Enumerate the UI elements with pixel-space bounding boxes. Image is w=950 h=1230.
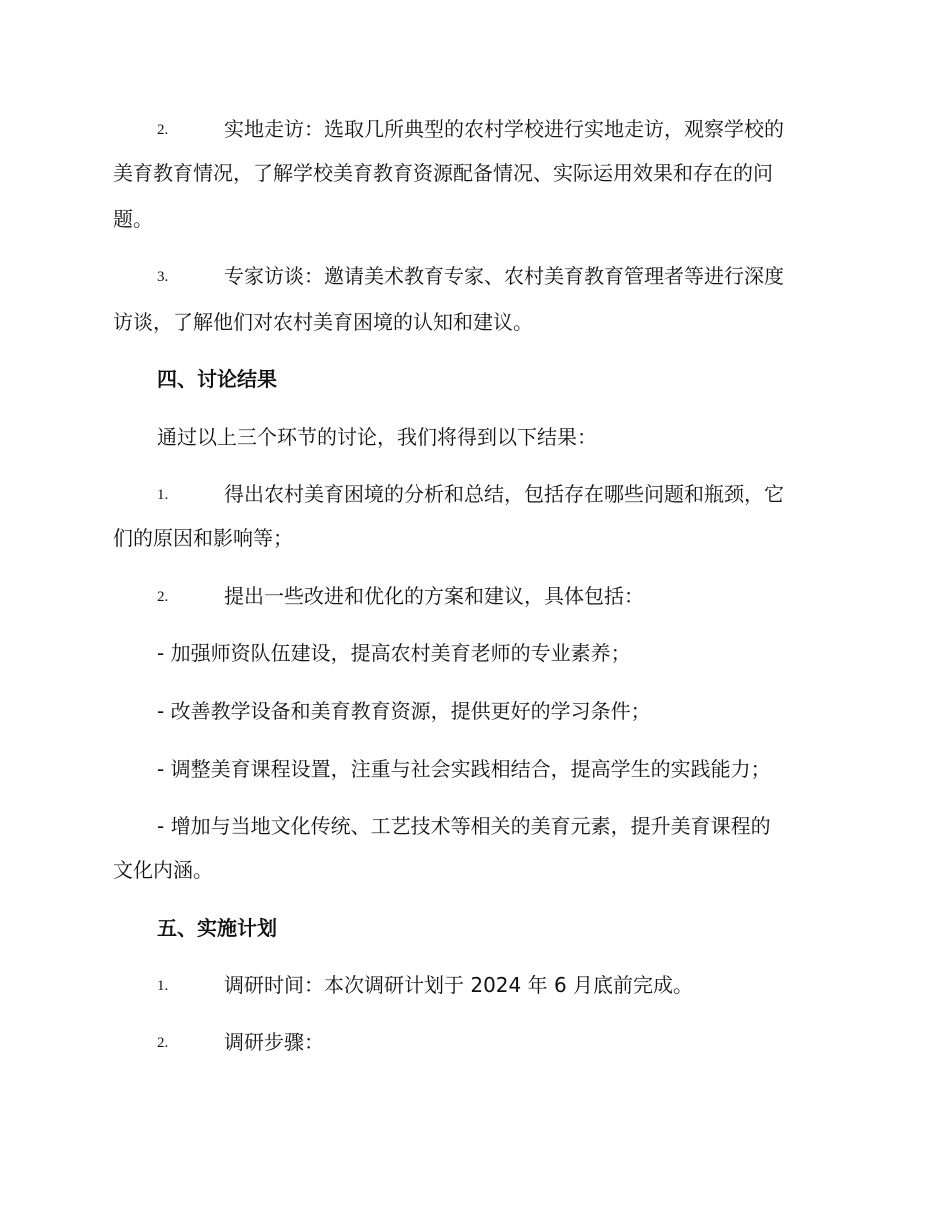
bullet-item: - 调整美育课程设置，注重与社会实践相结合，提高学生的实践能力； bbox=[157, 757, 771, 781]
list-number: 2. bbox=[157, 1035, 169, 1051]
list-number: 3. bbox=[157, 269, 169, 285]
paragraph-line: 调研步骤： bbox=[224, 1030, 324, 1054]
paragraph-line: 提出一些改进和优化的方案和建议，具体包括： bbox=[224, 584, 644, 608]
paragraph-line: 得出农村美育困境的分析和总结，包括存在哪些问题和瓶颈，它 bbox=[224, 482, 784, 506]
bullet-item: - 改善教学设备和美育教育资源，提供更好的学习条件； bbox=[157, 699, 651, 723]
list-number: 2. bbox=[157, 122, 169, 138]
bullet-item: - 增加与当地文化传统、工艺技术等相关的美育元素，提升美育课程的 bbox=[157, 814, 771, 838]
paragraph-line: 题。 bbox=[113, 207, 153, 231]
paragraph-line: 美育教育情况，了解学校美育教育资源配备情况、实际运用效果和存在的问 bbox=[113, 161, 773, 185]
section-heading: 四、讨论结果 bbox=[157, 367, 277, 391]
paragraph-line: 专家访谈：邀请美术教育专家、农村美育教育管理者等进行深度 bbox=[224, 264, 784, 288]
paragraph-line: 实地走访：选取几所典型的农村学校进行实地走访，观察学校的 bbox=[224, 117, 784, 141]
list-number: 1. bbox=[157, 978, 169, 994]
paragraph-line: 调研时间：本次调研计划于 2024 年 6 月底前完成。 bbox=[224, 973, 694, 997]
bullet-item: - 加强师资队伍建设，提高农村美育老师的专业素养； bbox=[157, 641, 631, 665]
paragraph-line: 通过以上三个环节的讨论，我们将得到以下结果： bbox=[157, 425, 597, 449]
list-number: 1. bbox=[157, 487, 169, 503]
paragraph-line: 文化内涵。 bbox=[113, 858, 213, 882]
paragraph-line: 访谈，了解他们对农村美育困境的认知和建议。 bbox=[113, 310, 533, 334]
list-number: 2. bbox=[157, 589, 169, 605]
section-heading: 五、实施计划 bbox=[157, 916, 277, 940]
paragraph-line: 们的原因和影响等； bbox=[113, 526, 293, 550]
